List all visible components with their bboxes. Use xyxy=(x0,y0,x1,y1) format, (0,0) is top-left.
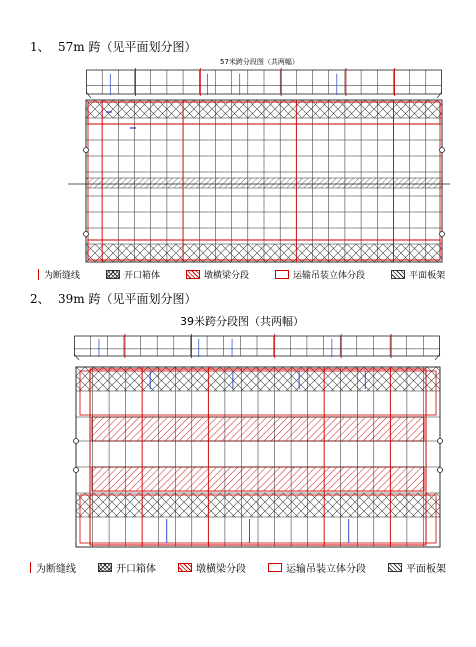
elevation-end-slope xyxy=(86,92,91,98)
open-box-swatch xyxy=(106,270,120,279)
elevation-end-slope xyxy=(437,92,442,98)
legend-plane-panel: 平面板架 xyxy=(388,560,446,575)
legend-open-box: 开口箱体 xyxy=(98,560,156,575)
section-1-elevation-view xyxy=(86,68,442,96)
section-2-plan-view xyxy=(74,366,442,548)
break-line-swatch xyxy=(30,562,33,573)
pier-marker xyxy=(84,148,89,153)
section-1-heading xyxy=(30,38,196,55)
section-1-heading-text: 57m 跨（见平面划分图） xyxy=(58,40,197,54)
section-1-legend xyxy=(38,268,445,281)
legend-pier-beam: 墩横梁分段 xyxy=(186,268,249,281)
legend-plane-panel: 平面板架 xyxy=(391,268,445,281)
plane-panel-swatch xyxy=(391,270,405,279)
section-2-elevation-view xyxy=(74,334,440,358)
pier-marker xyxy=(74,439,79,444)
pier-marker xyxy=(84,232,89,237)
section-1-diagram-title: 57米跨分段图（共两幅） xyxy=(220,58,299,66)
transport-segment-swatch xyxy=(268,563,282,572)
pier-beam-swatch xyxy=(178,563,192,572)
section-1-number: 1、 xyxy=(30,40,50,54)
pier-marker xyxy=(438,439,443,444)
legend-open-box: 开口箱体 xyxy=(106,268,160,281)
plane-panel-swatch xyxy=(388,563,402,572)
section-2-number: 2、 xyxy=(30,292,50,306)
transport-segment-swatch xyxy=(275,270,289,279)
elevation-end-slope xyxy=(74,354,79,360)
section-2-diagram-title: 39米跨分段图（共两幅） xyxy=(180,315,304,328)
pier-marker xyxy=(440,148,445,153)
legend-break-line: 为断缝线 xyxy=(38,268,80,281)
section-2-heading xyxy=(30,290,196,307)
pier-marker xyxy=(440,232,445,237)
plan-2-body xyxy=(76,367,440,547)
pier-beam-swatch xyxy=(186,270,200,279)
pier-marker xyxy=(74,468,79,473)
legend-pier-beam: 墩横梁分段 xyxy=(178,560,246,575)
legend-break-line: 为断缝线 xyxy=(30,560,76,575)
break-line-swatch xyxy=(38,269,41,280)
pier-marker xyxy=(438,468,443,473)
legend-transport-segment: 运输吊装立体分段 xyxy=(275,268,365,281)
section-1-plan-view xyxy=(78,100,450,262)
open-box-swatch xyxy=(98,563,112,572)
section-2-legend xyxy=(30,560,446,575)
section-2-heading-text: 39m 跨（见平面划分图） xyxy=(58,292,197,306)
elevation-end-slope xyxy=(435,354,440,360)
legend-transport-segment: 运输吊装立体分段 xyxy=(268,560,366,575)
plan-1-body xyxy=(86,100,442,262)
